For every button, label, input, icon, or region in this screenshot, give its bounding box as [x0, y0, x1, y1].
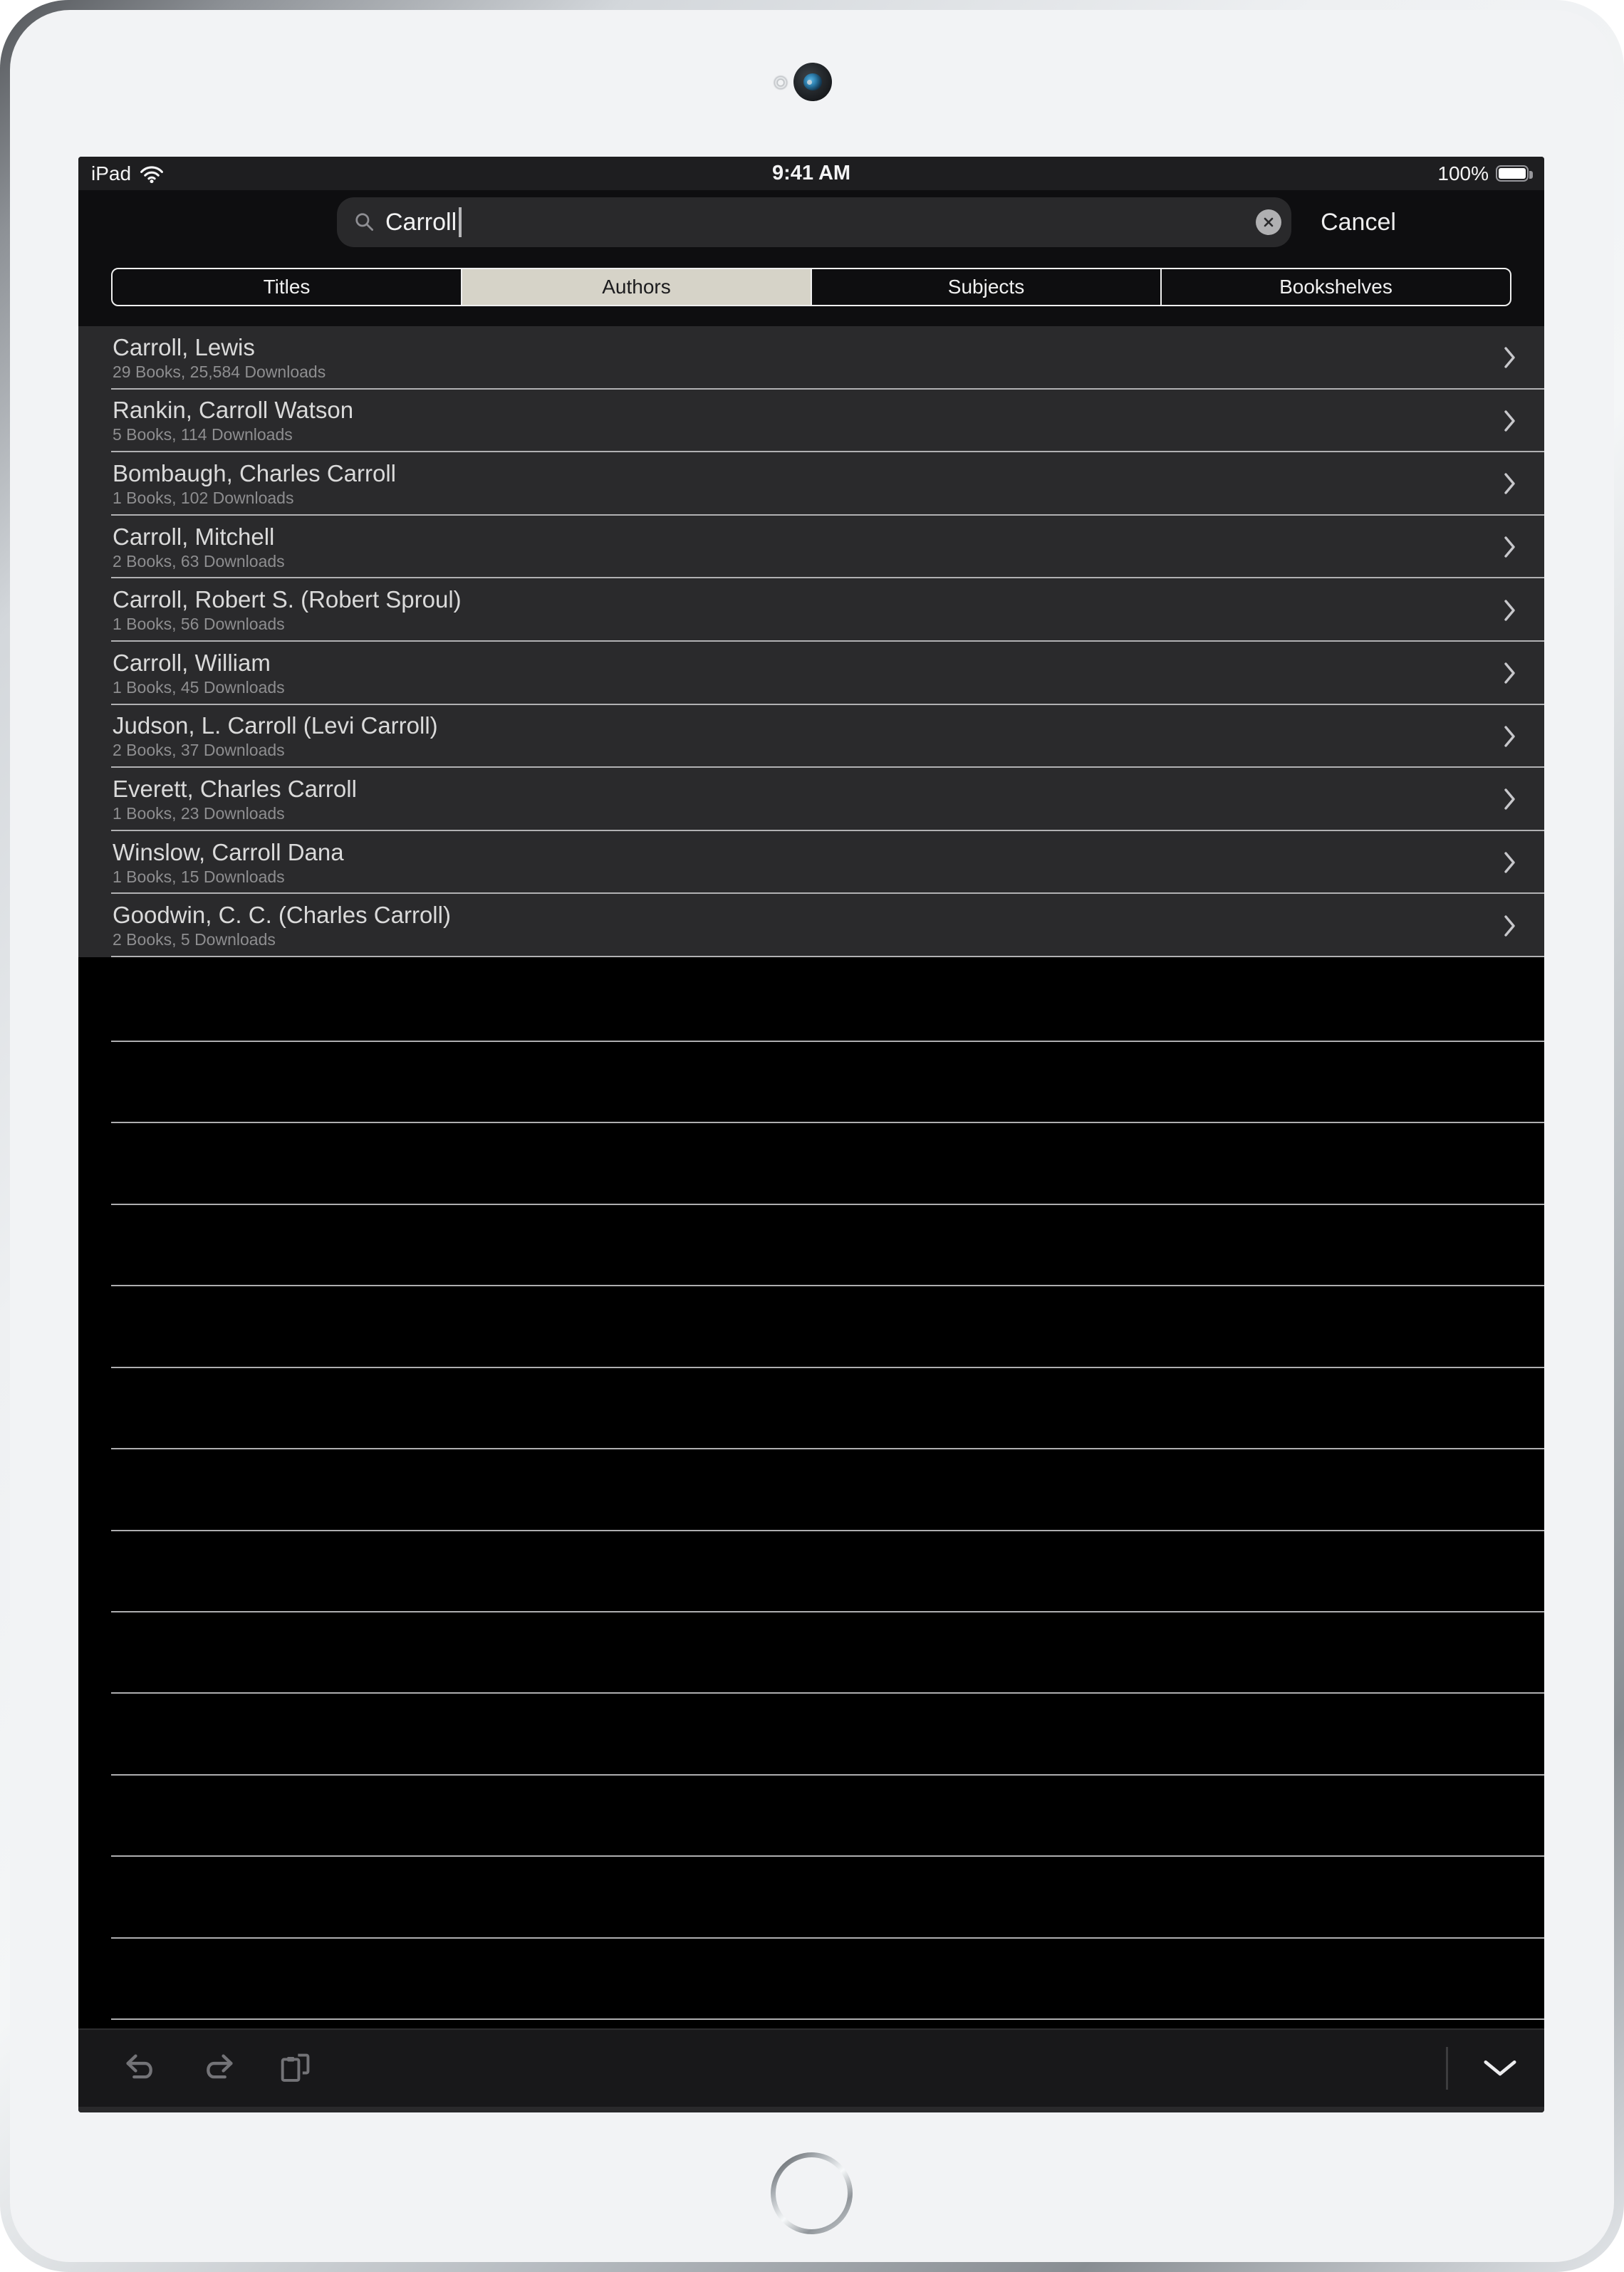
screen [78, 157, 1544, 2112]
battery-icon [1496, 165, 1529, 182]
author-stats: 5 Books, 114 Downloads [113, 425, 293, 444]
author-result-row[interactable] [78, 705, 1544, 768]
author-stats: 1 Books, 45 Downloads [113, 677, 285, 697]
empty-row-separator [111, 1611, 1544, 1612]
author-result-row[interactable] [78, 326, 1544, 390]
home-button-inner [776, 2157, 848, 2229]
scope-tab-subjects[interactable] [811, 269, 1160, 305]
author-result-row[interactable] [78, 390, 1544, 453]
scope-tab-label: Titles [263, 276, 311, 298]
scope-tab-label: Bookshelves [1279, 276, 1393, 298]
home-button[interactable] [771, 2152, 853, 2234]
camera-lens [803, 73, 822, 90]
cancel-button[interactable]: Cancel [1298, 197, 1419, 247]
empty-row-separator [111, 1285, 1544, 1286]
author-name: Bombaugh, Charles Carroll [113, 459, 397, 486]
author-name: Goodwin, C. C. (Charles Carroll) [113, 902, 451, 929]
scope-tabs [111, 268, 1511, 306]
undo-icon [123, 2050, 160, 2087]
redo-button[interactable] [199, 2050, 236, 2087]
chevron-down-icon [1482, 2059, 1518, 2078]
clock: 9:41 AM [771, 162, 851, 184]
x-icon [1262, 216, 1275, 229]
redo-icon [199, 2050, 236, 2087]
author-name: Carroll, Lewis [113, 333, 255, 360]
author-name: Carroll, Robert S. (Robert Sproul) [113, 586, 462, 613]
author-result-row[interactable] [78, 452, 1544, 516]
author-result-row[interactable] [78, 642, 1544, 705]
dismiss-keyboard-button[interactable] [1464, 2030, 1536, 2107]
author-result-row[interactable] [78, 894, 1544, 957]
scope-tab-label: Subjects [947, 276, 1025, 298]
scope-tab-bookshelves[interactable] [1160, 269, 1510, 305]
chevron-right-icon [1504, 600, 1516, 621]
paste-button[interactable] [276, 2050, 313, 2087]
author-stats: 1 Books, 102 Downloads [113, 488, 294, 507]
empty-row-separator [111, 1530, 1544, 1531]
chevron-right-icon [1504, 852, 1516, 873]
search-icon [354, 212, 375, 233]
author-stats: 2 Books, 37 Downloads [113, 741, 285, 760]
author-name: Carroll, Mitchell [113, 523, 275, 550]
author-result-row[interactable] [78, 768, 1544, 831]
chevron-right-icon [1504, 473, 1516, 494]
keyboard-accessory-toolbar [78, 2028, 1544, 2107]
chevron-right-icon [1504, 915, 1516, 937]
status-bar [78, 157, 1544, 190]
undo-button[interactable] [123, 2050, 160, 2087]
author-stats: 2 Books, 63 Downloads [113, 551, 285, 570]
author-results-list [78, 326, 1544, 957]
author-result-row[interactable] [78, 516, 1544, 579]
empty-row-separator [111, 1041, 1544, 1042]
author-stats: 1 Books, 23 Downloads [113, 803, 285, 823]
author-stats: 29 Books, 25,584 Downloads [113, 362, 326, 381]
empty-row-separator [111, 1855, 1544, 1857]
author-stats: 1 Books, 15 Downloads [113, 867, 285, 886]
chevron-right-icon [1504, 662, 1516, 684]
clear-search-button[interactable] [1256, 209, 1281, 235]
author-name: Carroll, William [113, 649, 271, 676]
front-camera-icon [793, 63, 832, 101]
battery-percent: 100% [1437, 162, 1489, 184]
scope-tab-label: Authors [602, 276, 671, 298]
author-result-row[interactable] [78, 578, 1544, 642]
author-name: Judson, L. Carroll (Levi Carroll) [113, 712, 438, 739]
text-cursor [459, 207, 462, 237]
empty-row-separator [111, 1692, 1544, 1694]
scope-tab-authors[interactable] [461, 269, 811, 305]
carrier-label: iPad [91, 162, 132, 184]
empty-row-separator [111, 1204, 1544, 1205]
chevron-right-icon [1504, 788, 1516, 810]
search-input[interactable] [337, 197, 1291, 247]
author-name: Rankin, Carroll Watson [113, 397, 354, 424]
chevron-right-icon [1504, 347, 1516, 368]
empty-row-separator [111, 1367, 1544, 1368]
paste-clipboard-icon [276, 2050, 313, 2087]
author-name: Winslow, Carroll Dana [113, 838, 344, 865]
author-stats: 1 Books, 56 Downloads [113, 615, 285, 634]
author-name: Everett, Charles Carroll [113, 775, 357, 802]
empty-row-separator [111, 1122, 1544, 1123]
scope-tab-titles[interactable] [113, 269, 461, 305]
chevron-right-icon [1504, 726, 1516, 747]
search-query-text: Carroll [385, 208, 457, 236]
empty-row-separator [111, 1448, 1544, 1449]
chevron-right-icon [1504, 536, 1516, 558]
author-result-row[interactable] [78, 831, 1544, 895]
camera-glint [807, 80, 812, 85]
ambient-light-sensor [773, 75, 788, 90]
chevron-right-icon [1504, 410, 1516, 432]
empty-row-separator [111, 1937, 1544, 1939]
empty-row-separator [111, 1774, 1544, 1776]
toolbar-divider [1446, 2047, 1448, 2090]
author-stats: 2 Books, 5 Downloads [113, 930, 276, 949]
empty-row-separator [111, 2018, 1544, 2020]
search-header [78, 190, 1544, 326]
